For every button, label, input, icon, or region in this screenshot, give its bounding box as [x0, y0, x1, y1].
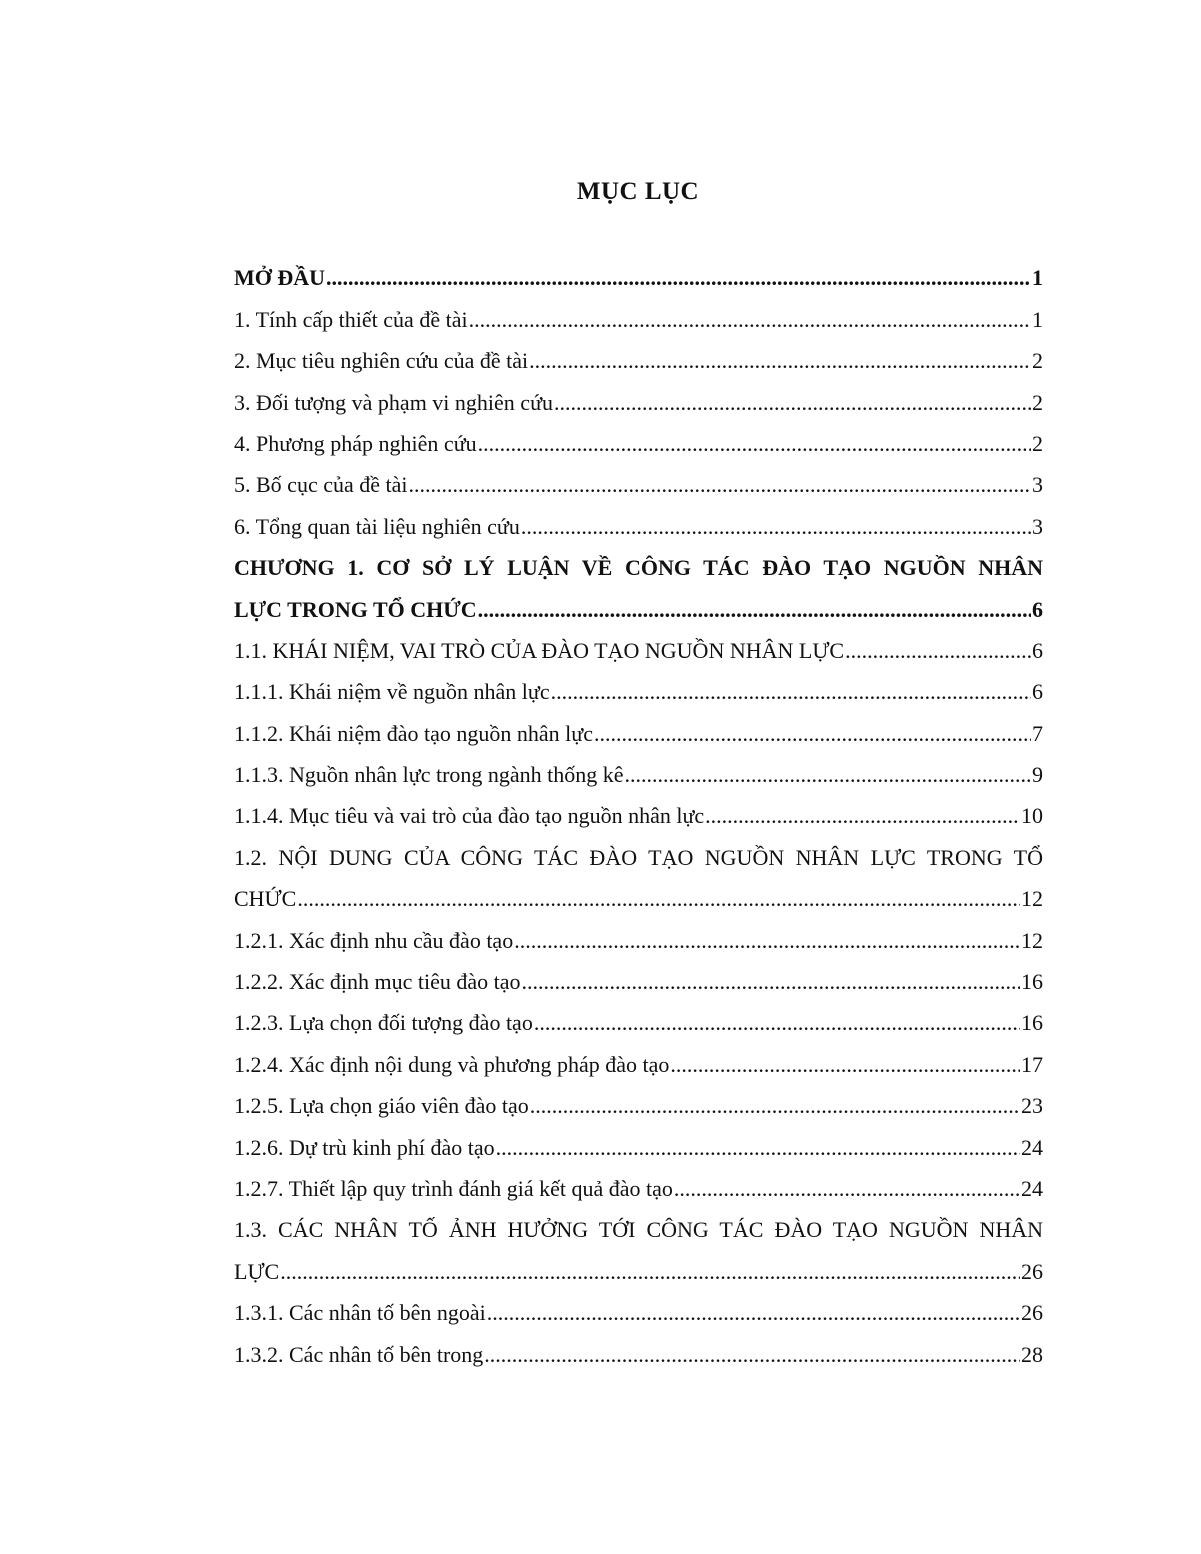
toc-entry-text: MỞ ĐẦU — [234, 265, 326, 291]
toc-entry-text: 5. Bố cục của đề tài — [234, 472, 408, 498]
toc-entry — [234, 380, 1043, 421]
toc-entry — [234, 794, 1043, 835]
toc-entry-page-number: 12 — [1021, 927, 1043, 953]
toc-entry-page-number: 10 — [1021, 803, 1043, 829]
toc-entry-page-number: 2 — [1032, 430, 1043, 456]
toc-entry-text: 1.3.2. Các nhân tố bên trong — [234, 1341, 484, 1367]
toc-entry-text: 1.1.2. Khái niệm đào tạo nguồn nhân lực — [234, 720, 593, 746]
toc-entry-text: 1.1.4. Mục tiêu và vai trò của đào tạo nguồn nhân lực — [234, 803, 705, 829]
toc-entry-page-number: 3 — [1032, 472, 1043, 498]
toc-entry-text: LỰC — [234, 1258, 280, 1284]
toc-entry-text: CHỨC — [234, 886, 297, 912]
toc-dot-leader — [625, 760, 1031, 790]
toc-entry-text: 1.2.6. Dự trù kinh phí đào tạo — [234, 1134, 495, 1160]
toc-entry-page-number: 12 — [1021, 886, 1043, 912]
toc-entry-page-number: 3 — [1032, 513, 1043, 539]
toc-entry-text: 1.1.1. Khái niệm về nguồn nhân lực — [234, 679, 550, 705]
toc-entry-text: 1.1. KHÁI NIỆM, VAI TRÒ CỦA ĐÀO TẠO NGUỒN NHÂN LỰC — [234, 637, 845, 663]
toc-entry-text: 1.1.3. Nguồn nhân lực trong ngành thống kê — [234, 762, 624, 788]
toc-entry-text: LỰC TRONG TỔ CHỨC — [234, 596, 477, 622]
toc-entry-text: 1.2.3. Lựa chọn đối tượng đào tạo — [234, 1010, 533, 1036]
toc-entry-text: 1.2. NỘI DUNG CỦA CÔNG TÁC ĐÀO TẠO NGUỒN NHÂN LỰC TRONG TỔ — [234, 844, 1043, 870]
toc-entry-text: 1.2.2. Xác định mục tiêu đào tạo — [234, 969, 521, 995]
toc-entry-page-number: 9 — [1032, 762, 1043, 788]
toc-entry — [234, 1084, 1043, 1125]
toc-entry — [234, 1332, 1043, 1373]
toc-entry-page-number: 6 — [1032, 679, 1043, 705]
toc-entry — [234, 1042, 1043, 1083]
toc-dot-leader — [521, 512, 1031, 542]
toc-dot-leader — [530, 1091, 1020, 1121]
toc-entry-page-number: 26 — [1021, 1258, 1043, 1284]
toc-dot-leader — [297, 884, 1020, 914]
toc-dot-leader — [534, 1008, 1020, 1038]
toc-entry-page-number: 24 — [1021, 1134, 1043, 1160]
toc-entry-page-number: 1 — [1032, 306, 1043, 332]
toc-dot-leader — [478, 595, 1031, 625]
toc-dot-leader — [674, 1174, 1020, 1204]
toc-entry-text: 1.2.5. Lựa chọn giáo viên đào tạo — [234, 1093, 529, 1119]
toc-dot-leader — [469, 305, 1031, 335]
toc-entry — [234, 960, 1043, 1001]
toc-entry — [234, 546, 1043, 587]
toc-entry — [234, 1208, 1043, 1249]
toc-entry-text: 1. Tính cấp thiết của đề tài — [234, 306, 468, 332]
toc-dot-leader — [484, 1340, 1020, 1370]
toc-entry — [234, 1125, 1043, 1166]
toc-entry — [234, 504, 1043, 545]
toc-dot-leader — [554, 388, 1031, 418]
toc-entry — [234, 339, 1043, 380]
toc-entry — [234, 1167, 1043, 1208]
toc-entry — [234, 877, 1043, 918]
toc-entry-text: 6. Tổng quan tài liệu nghiên cứu — [234, 513, 520, 539]
toc-entry-page-number: 2 — [1032, 389, 1043, 415]
toc-dot-leader — [514, 926, 1020, 956]
toc-dot-leader — [551, 677, 1031, 707]
toc-entry-page-number: 16 — [1021, 969, 1043, 995]
toc-entry-page-number: 1 — [1032, 265, 1043, 291]
toc-entry — [234, 753, 1043, 794]
toc-entry-text: 2. Mục tiêu nghiên cứu của đề tài — [234, 348, 529, 374]
toc-dot-leader — [409, 470, 1032, 500]
toc-entry-text: 1.2.7. Thiết lập quy trình đánh giá kết quả đào tạo — [234, 1175, 673, 1201]
toc-dot-leader — [845, 636, 1031, 666]
toc-entry — [234, 670, 1043, 711]
toc-entry — [234, 422, 1043, 463]
toc-entry — [234, 1249, 1043, 1290]
toc-entry-page-number: 23 — [1021, 1093, 1043, 1119]
table-of-contents — [234, 256, 1043, 1374]
toc-entry-text: 1.2.1. Xác định nhu cầu đào tạo — [234, 927, 514, 953]
toc-entry — [234, 1291, 1043, 1332]
toc-entry-page-number: 2 — [1032, 348, 1043, 374]
toc-dot-leader — [496, 1133, 1020, 1163]
toc-entry — [234, 297, 1043, 338]
toc-entry-text: 1.3.1. Các nhân tố bên ngoài — [234, 1300, 486, 1326]
toc-entry-text: 3. Đối tượng và phạm vi nghiên cứu — [234, 389, 553, 415]
toc-entry-page-number: 24 — [1021, 1175, 1043, 1201]
toc-dot-leader — [326, 263, 1031, 293]
page-title: MỤC LỤC — [576, 178, 700, 205]
toc-entry-page-number: 16 — [1021, 1010, 1043, 1036]
toc-entry — [234, 587, 1043, 628]
toc-entry — [234, 629, 1043, 670]
toc-dot-leader — [670, 1050, 1020, 1080]
toc-entry-page-number: 6 — [1032, 637, 1043, 663]
toc-dot-leader — [478, 429, 1031, 459]
toc-dot-leader — [522, 967, 1020, 997]
toc-dot-leader — [280, 1257, 1020, 1287]
toc-entry-text: 1.3. CÁC NHÂN TỐ ẢNH HƯỞNG TỚI CÔNG TÁC ĐÀO TẠO NGUỒN NHÂN — [234, 1217, 1043, 1243]
toc-dot-leader — [594, 719, 1031, 749]
toc-dot-leader — [705, 801, 1020, 831]
toc-dot-leader — [487, 1298, 1020, 1328]
toc-entry-text: CHƯƠNG 1. CƠ SỞ LÝ LUẬN VỀ CÔNG TÁC ĐÀO TẠO NGUỒN NHÂN — [234, 555, 1043, 581]
toc-entry — [234, 1001, 1043, 1042]
toc-entry — [234, 711, 1043, 752]
toc-entry — [234, 256, 1043, 297]
toc-entry-text: 1.2.4. Xác định nội dung và phương pháp đào tạo — [234, 1051, 670, 1077]
toc-entry-page-number: 7 — [1032, 720, 1043, 746]
toc-entry-page-number: 17 — [1021, 1051, 1043, 1077]
toc-entry-page-number: 28 — [1021, 1341, 1043, 1367]
toc-entry-text: 4. Phương pháp nghiên cứu — [234, 430, 477, 456]
toc-entry — [234, 463, 1043, 504]
toc-entry — [234, 835, 1043, 876]
toc-entry-page-number: 26 — [1021, 1300, 1043, 1326]
toc-entry — [234, 918, 1043, 959]
toc-dot-leader — [529, 346, 1031, 376]
toc-entry-page-number: 6 — [1032, 596, 1043, 622]
